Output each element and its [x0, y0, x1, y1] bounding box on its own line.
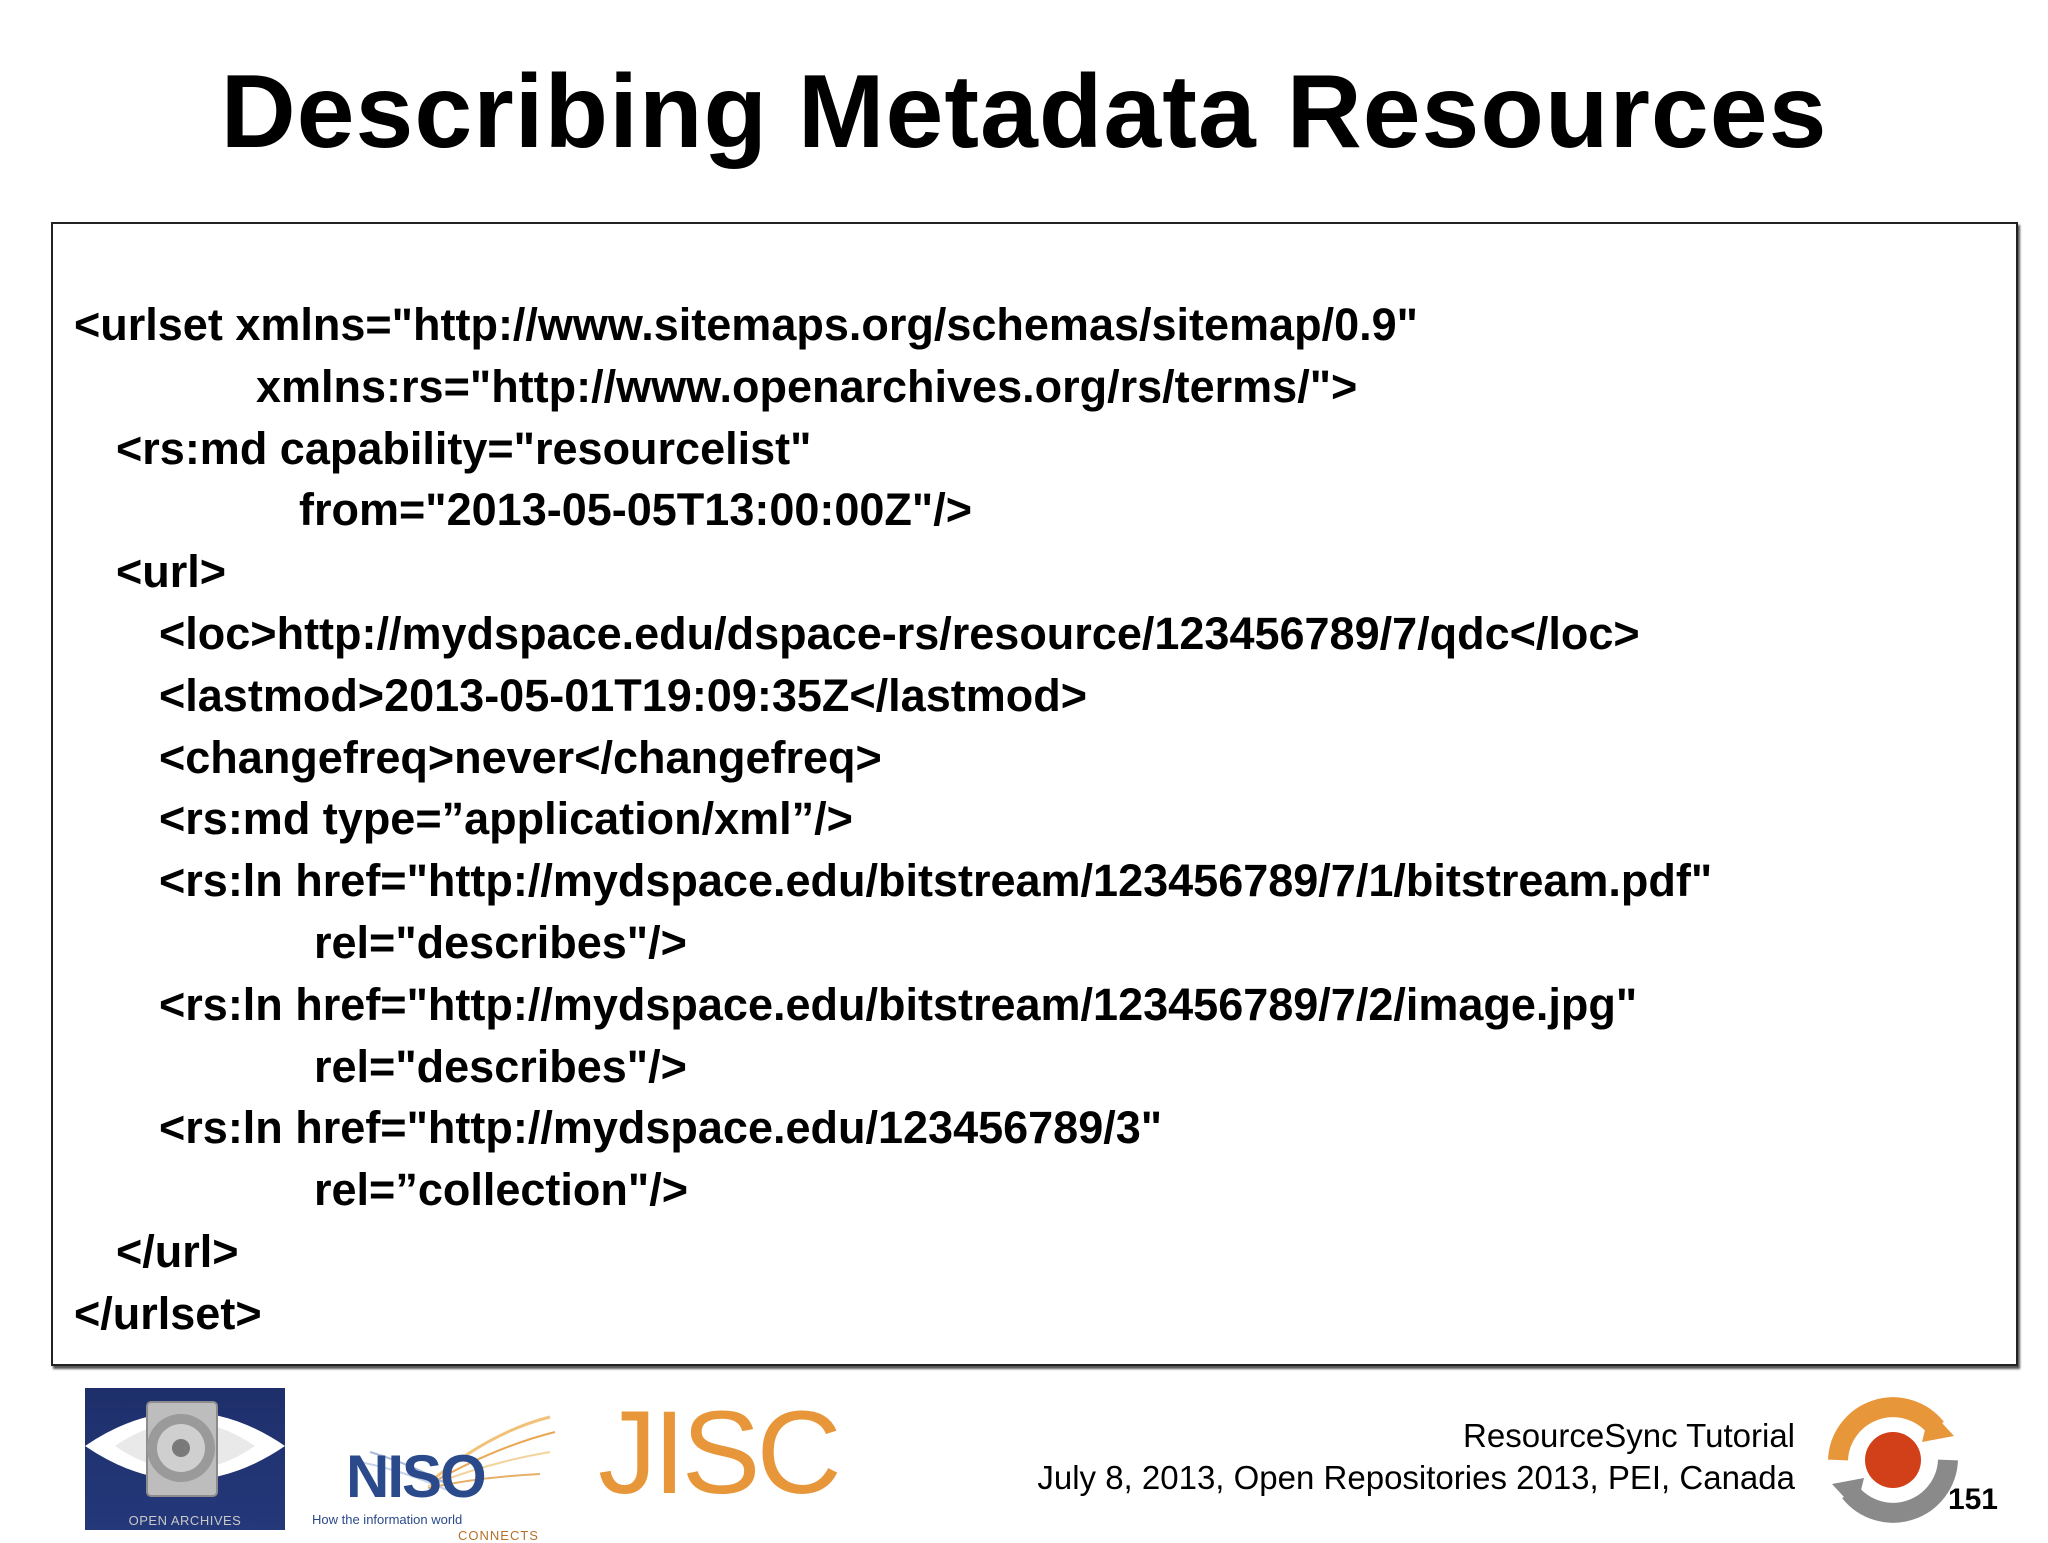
tutorial-name: ResourceSync Tutorial [1463, 1417, 1795, 1454]
xml-code-box [51, 222, 2018, 1366]
page-number: 151 [1947, 1483, 1998, 1516]
code-line: <loc>http://mydspace.edu/dspace-rs/resource/123456789/7/qdc</loc> [159, 607, 1640, 659]
code-line: <changefreq>never</changefreq> [159, 731, 882, 783]
code-line: <lastmod>2013-05-01T19:09:35Z</lastmod> [159, 669, 1087, 721]
code-line: rel="describes"/> [314, 1040, 687, 1092]
xml-code-listing [74, 294, 1712, 1345]
code-line: <url> [116, 546, 227, 598]
jisc-logo: JISC [598, 1387, 838, 1519]
event-info: July 8, 2013, Open Repositories 2013, PEI, Canada [1037, 1459, 1795, 1496]
code-line: </urlset> [74, 1287, 262, 1339]
niso-tagline: How the information world [312, 1512, 463, 1527]
open-archives-label: OPEN ARCHIVES [128, 1513, 242, 1528]
slide-title: Describing Metadata Resources [220, 54, 1828, 170]
code-line: <rs:md capability="resourcelist" [116, 422, 812, 474]
code-line: rel=”collection"/> [314, 1164, 688, 1216]
code-line: from="2013-05-05T13:00:00Z"/> [299, 484, 973, 536]
code-line: xmlns:rs="http://www.openarchives.org/rs/terms/"> [256, 360, 1358, 412]
niso-tagline-connects: CONNECTS [458, 1528, 539, 1543]
open-archives-logo [85, 1388, 285, 1530]
slide-footer [0, 1380, 2048, 1543]
open-archives-eye-icon [85, 1388, 285, 1530]
code-line: <urlset xmlns="http://www.sitemaps.org/schemas/sitemap/0.9" [74, 299, 1418, 350]
code-line: rel="describes"/> [314, 916, 687, 968]
niso-logo [310, 1412, 560, 1543]
code-line: <rs:md type=”application/xml”/> [159, 793, 853, 845]
code-line: <rs:ln href="http://mydspace.edu/123456789/3" [159, 1102, 1163, 1154]
code-line: </url> [116, 1225, 239, 1277]
resourcesync-logo [1818, 1390, 1968, 1530]
niso-wordmark: NISO [346, 1443, 485, 1510]
resourcesync-sync-icon [1818, 1390, 1968, 1530]
code-line: <rs:ln href="http://mydspace.edu/bitstream/123456789/7/2/image.jpg" [159, 978, 1638, 1030]
code-line: <rs:ln href="http://mydspace.edu/bitstream/123456789/7/1/bitstream.pdf" [159, 855, 1713, 907]
